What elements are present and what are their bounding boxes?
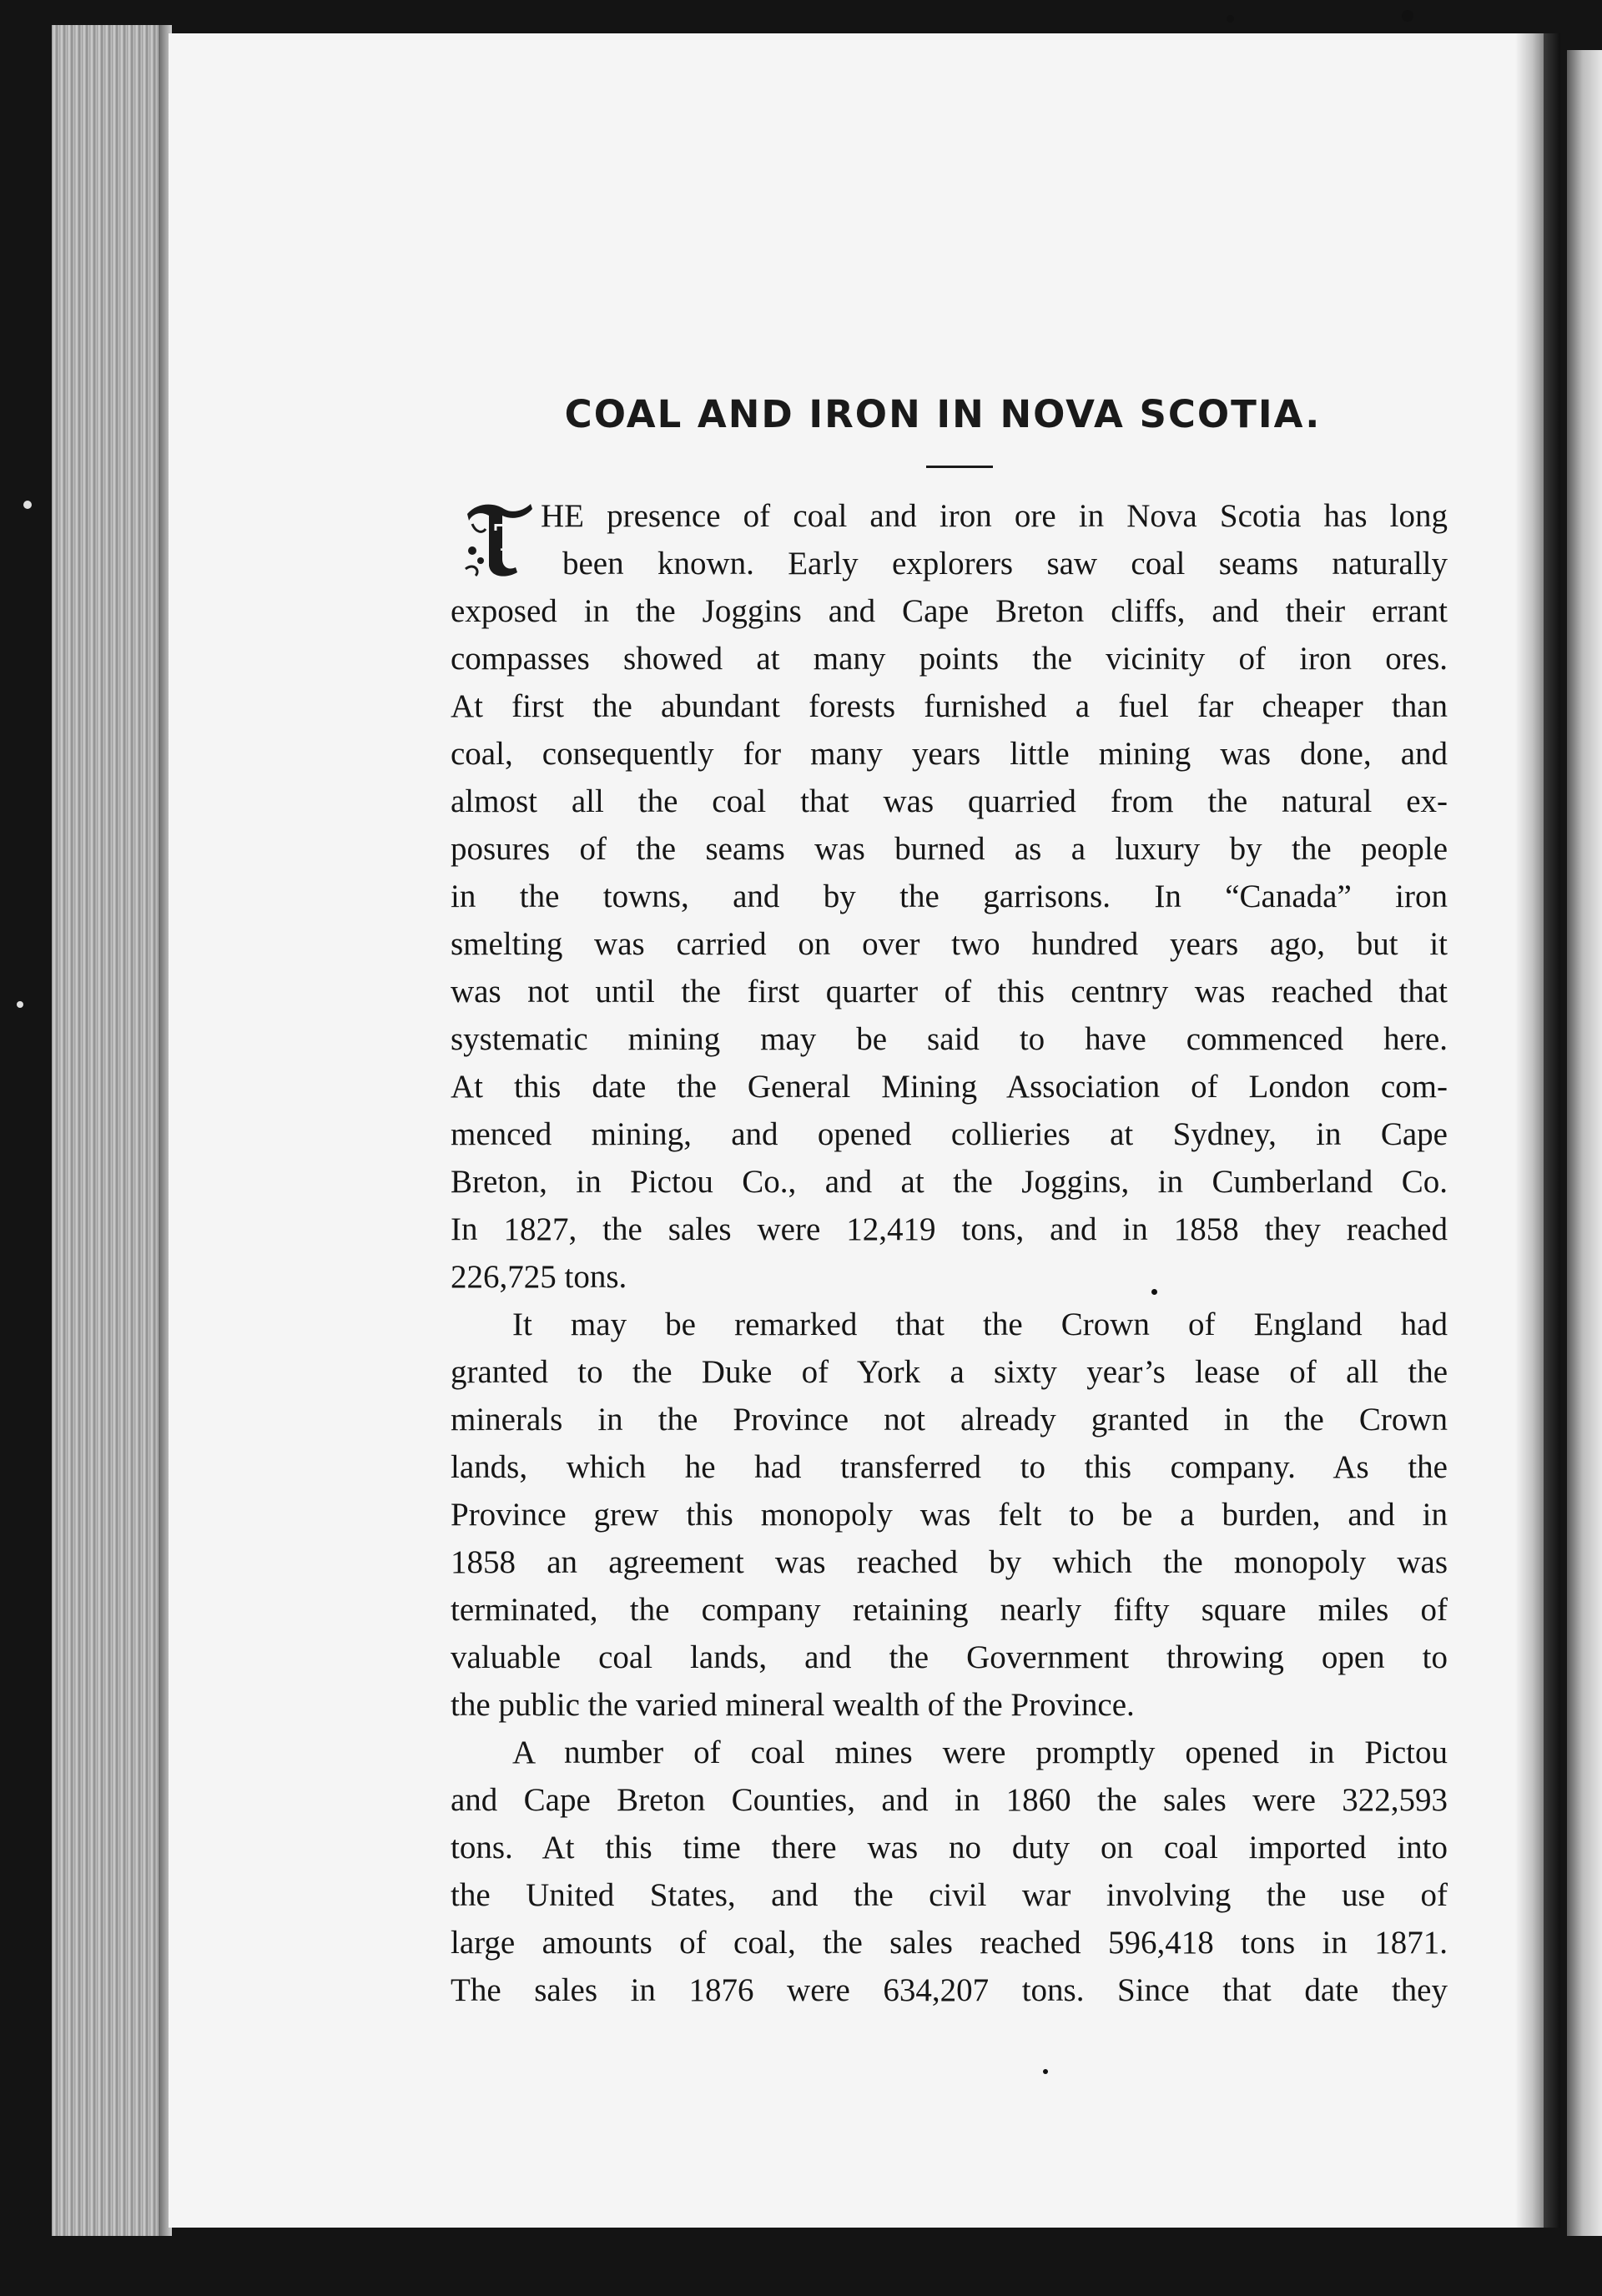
text-line: large amounts of coal, the sales reached 596,418 tons in 1871. bbox=[451, 1925, 1448, 1961]
scan-speck bbox=[1151, 1289, 1157, 1295]
text-line: been known. Early explorers saw coal seams naturally bbox=[562, 546, 1448, 582]
scan-speck bbox=[17, 1001, 23, 1008]
text-line: menced mining, and opened collieries at Sydney, in Cape bbox=[451, 1116, 1448, 1152]
text-line: lands, which he had transferred to this company. As the bbox=[451, 1449, 1448, 1485]
text-line: HE presence of coal and iron ore in Nova Scotia has long bbox=[541, 498, 1448, 534]
text-line: systematic mining may be said to have commenced here. bbox=[451, 1021, 1448, 1057]
text-line: coal, consequently for many years little mining was done, and bbox=[451, 736, 1448, 772]
text-line: in the towns, and by the garrisons. In “Canada” iron bbox=[451, 879, 1448, 914]
text-line: terminated, the company retaining nearly fifty square miles of bbox=[451, 1592, 1448, 1628]
page-title: COAL AND IRON IN NOVA SCOTIA. bbox=[564, 392, 1322, 436]
text-line: The sales in 1876 were 634,207 tons. Since that date they bbox=[451, 1972, 1448, 2008]
scan-speck bbox=[23, 501, 32, 509]
text-line: At first the abundant forests furnished a fuel far cheaper than bbox=[451, 688, 1448, 724]
text-line: the public the varied mineral wealth of the Province. bbox=[451, 1687, 1135, 1723]
facing-page-sliver bbox=[1567, 50, 1602, 2236]
text-line: and Cape Breton Counties, and in 1860 the sales were 322,593 bbox=[451, 1782, 1448, 1818]
text-line: In 1827, the sales were 12,419 tons, and in 1858 they reached bbox=[451, 1211, 1448, 1247]
text-line: valuable coal lands, and the Government throwing open to bbox=[451, 1639, 1448, 1675]
text-line: minerals in the Province not already granted in the Crown bbox=[451, 1402, 1448, 1438]
text-line: tons. At this time there was no duty on coal imported into bbox=[451, 1830, 1448, 1866]
title-divider bbox=[926, 466, 993, 468]
text-line: Province grew this monopoly was felt to be a burden, and in bbox=[451, 1497, 1448, 1533]
text-line: was not until the first quarter of this centnry was reached that bbox=[451, 974, 1448, 1010]
page-edge-stack bbox=[52, 25, 169, 2236]
paragraph-3 bbox=[451, 1729, 1448, 2014]
scan-speck bbox=[1043, 2069, 1048, 2074]
text-line: A number of coal mines were promptly opened in Pictou bbox=[512, 1735, 1448, 1770]
scan-speck bbox=[1227, 15, 1234, 23]
drop-cap-letter: T bbox=[494, 517, 521, 560]
text-line: Breton, in Pictou Co., and at the Joggins, in Cumberland Co. bbox=[451, 1164, 1448, 1200]
body-text bbox=[451, 492, 1448, 2014]
text-line: posures of the seams was burned as a luxury by the people bbox=[451, 831, 1448, 867]
paragraph-2 bbox=[451, 1301, 1448, 1729]
text-line: almost all the coal that was quarried from the natural ex- bbox=[451, 783, 1448, 819]
text-line: granted to the Duke of York a sixty year’s lease of all the bbox=[451, 1354, 1448, 1390]
text-line: the United States, and the civil war involving the use of bbox=[451, 1877, 1448, 1913]
scan-speck bbox=[1402, 10, 1413, 22]
text-line: 226,725 tons. bbox=[451, 1259, 627, 1295]
text-line: 1858 an agreement was reached by which the monopoly was bbox=[451, 1544, 1448, 1580]
paragraph-1 bbox=[451, 492, 1448, 1301]
binding-edge bbox=[1544, 33, 1560, 2228]
text-line: smelting was carried on over two hundred years ago, but it bbox=[451, 926, 1448, 962]
text-line: exposed in the Joggins and Cape Breton cliffs, and their errant bbox=[451, 593, 1448, 629]
text-line: It may be remarked that the Crown of England had bbox=[512, 1307, 1448, 1342]
page-gutter-shadow bbox=[1515, 33, 1544, 2228]
text-line: compasses showed at many points the vicinity of iron ores. bbox=[451, 641, 1448, 677]
text-line: At this date the General Mining Association of London com- bbox=[451, 1069, 1448, 1105]
